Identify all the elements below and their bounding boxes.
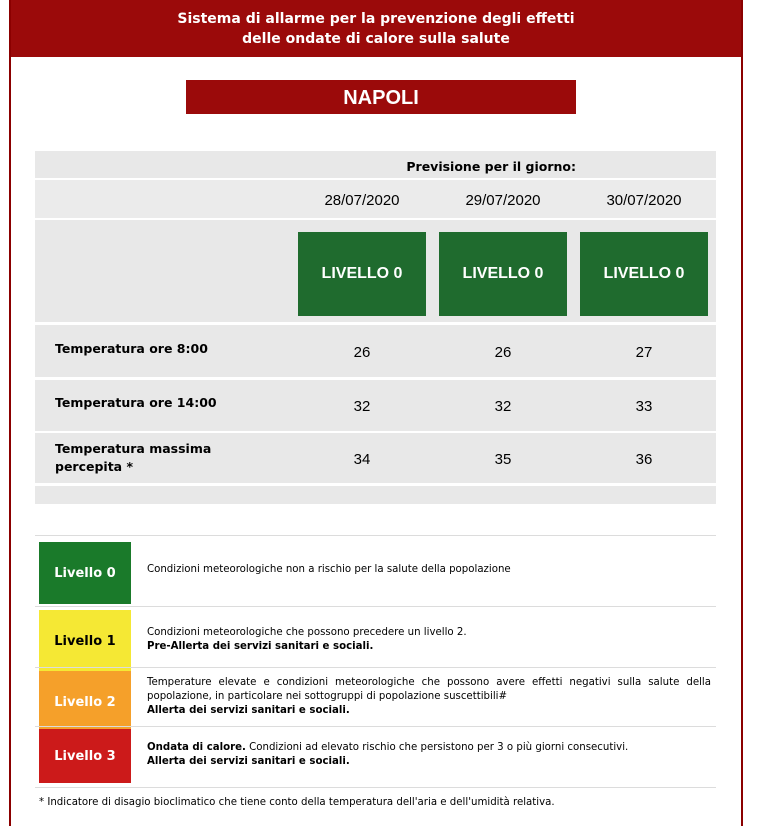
date-day3: 30/07/2020 xyxy=(606,192,682,209)
legend-level1-desc xyxy=(147,626,711,654)
legend-level0-text: Condizioni meteorologiche non a rischio per la salute della popolazione xyxy=(147,564,511,575)
legend-divider xyxy=(35,787,716,788)
date-day2: 29/07/2020 xyxy=(465,192,541,209)
legend-level2-desc xyxy=(147,676,711,718)
perceived-max-label xyxy=(55,440,211,476)
level-badge-day1: LIVELLO 0 xyxy=(298,232,426,316)
perceived-max-row xyxy=(35,433,716,483)
legend-level2-swatch: Livello 2 xyxy=(39,671,131,733)
temp-8-label: Temperatura ore 8:00 xyxy=(55,341,208,356)
bulletin-header xyxy=(11,0,741,57)
temp-14-label: Temperatura ore 14:00 xyxy=(55,395,217,410)
legend-level2-bold: Allerta dei servizi sanitari e sociali. xyxy=(147,705,350,716)
perceived-max-day1: 34 xyxy=(353,451,371,468)
temp-14-day2: 32 xyxy=(494,398,512,415)
legend-level1-bold: Pre-Allerta dei servizi sanitari e sociali. xyxy=(147,641,374,652)
legend-divider xyxy=(35,667,716,668)
dates-row xyxy=(35,180,716,218)
legend-level3-desc xyxy=(147,741,711,769)
level-badge-day2: LIVELLO 0 xyxy=(439,232,567,316)
legend-divider xyxy=(35,726,716,727)
perceived-max-day3: 36 xyxy=(635,451,653,468)
perceived-max-label-line2: percepita * xyxy=(55,459,134,474)
legend-level0-swatch: Livello 0 xyxy=(39,542,131,604)
perceived-max-day2: 35 xyxy=(494,451,512,468)
legend-level3-lead: Ondata di calore. xyxy=(147,742,246,753)
legend-level3-swatch: Livello 3 xyxy=(39,729,131,783)
table-footer-strip xyxy=(35,486,716,504)
temp-14-day3: 33 xyxy=(635,398,653,415)
header-title-line2: delle ondate di calore sulla salute xyxy=(242,30,510,47)
forecast-label-row xyxy=(35,151,716,178)
header-title-line1: Sistema di allarme per la prevenzione degli effetti xyxy=(177,10,575,27)
levels-row xyxy=(35,220,716,322)
forecast-label: Previsione per il giorno: xyxy=(406,159,576,174)
temp-8-day2: 26 xyxy=(494,344,512,361)
legend-divider xyxy=(35,606,716,607)
temp-8-day1: 26 xyxy=(353,344,371,361)
legend-level1-text: Condizioni meteorologiche che possono precedere un livello 2. xyxy=(147,627,467,638)
level-badge-day3: LIVELLO 0 xyxy=(580,232,708,316)
temp-8-day3: 27 xyxy=(635,344,653,361)
footnote: * Indicatore di disagio bioclimatico che tiene conto della temperatura dell'aria e dell'umidità relativa. xyxy=(39,797,555,808)
legend-level1-swatch: Livello 1 xyxy=(39,610,131,672)
legend-divider xyxy=(35,535,716,536)
legend-level3-text: Condizioni ad elevato rischio che persistono per 3 o più giorni consecutivi. xyxy=(245,742,629,753)
temp-14-row xyxy=(35,380,716,431)
date-day1: 28/07/2020 xyxy=(324,192,400,209)
temp-8-row xyxy=(35,325,716,377)
bulletin-frame xyxy=(9,0,743,826)
legend-level2-text: Temperature elevate e condizioni meteorologiche che possono avere effetti negativi sulla salute della popolazione, in particolare nei sottogruppi di popolazione suscettibili# xyxy=(147,677,711,702)
perceived-max-label-line1: Temperatura massima xyxy=(55,441,212,456)
legend-level0-desc xyxy=(147,563,711,577)
legend-level3-bold: Allerta dei servizi sanitari e sociali. xyxy=(147,756,350,767)
temp-14-day1: 32 xyxy=(353,398,371,415)
city-title: NAPOLI xyxy=(186,80,576,114)
